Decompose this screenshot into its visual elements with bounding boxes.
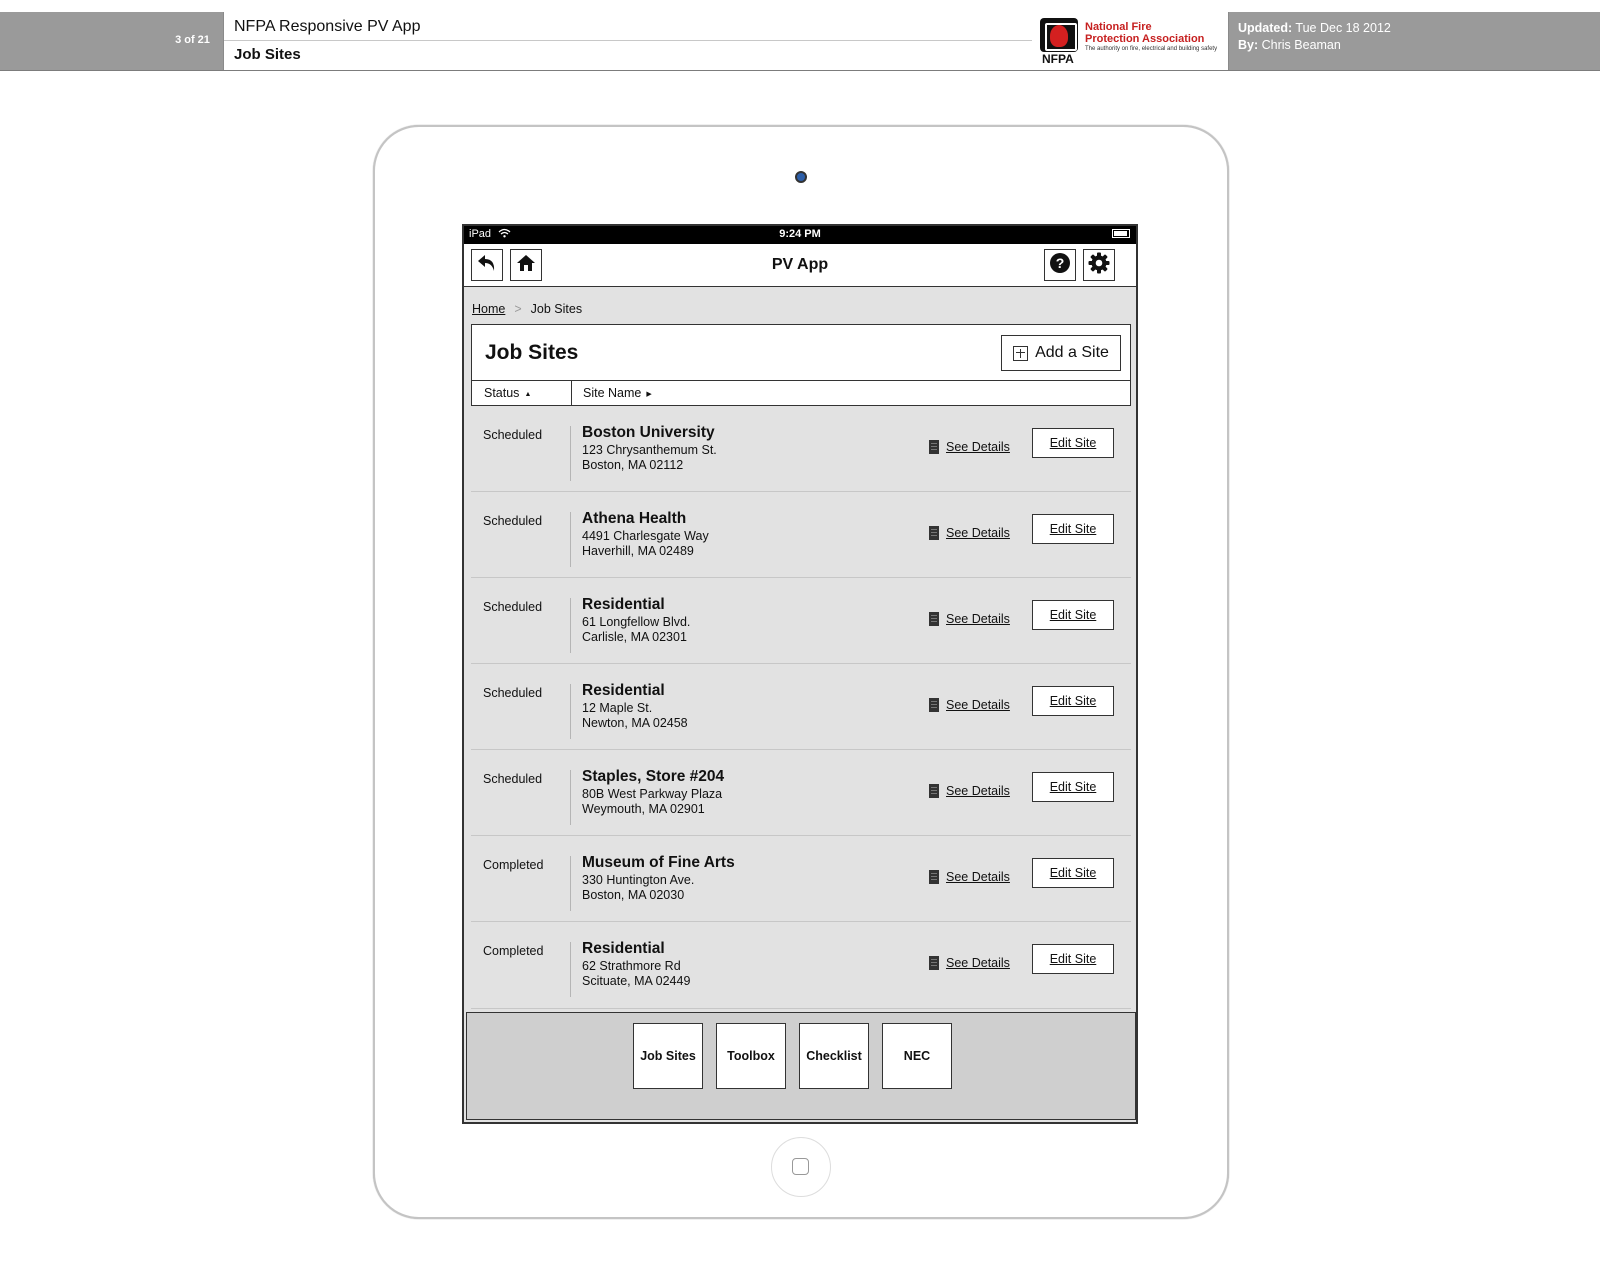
table-row xyxy=(471,922,1131,1009)
table-row xyxy=(471,664,1131,750)
see-details-label: See Details xyxy=(946,612,1010,626)
add-site-label: Add a Site xyxy=(1035,344,1109,361)
app-title: PV App xyxy=(771,256,829,273)
app-nav-bar xyxy=(464,244,1136,287)
document-icon xyxy=(929,784,939,798)
bottom-tab-bar xyxy=(466,1012,1136,1120)
add-site-button[interactable] xyxy=(1001,335,1121,371)
site-address-line1: 12 Maple St. xyxy=(582,701,653,715)
title-divider xyxy=(224,40,1032,41)
site-name: Athena Health xyxy=(582,510,687,527)
tab-toolbox[interactable]: Toolbox xyxy=(716,1023,786,1089)
site-address-line1: 4491 Charlesgate Way xyxy=(582,529,709,543)
site-status: Scheduled xyxy=(483,428,543,442)
site-address-line2: Haverhill, MA 02489 xyxy=(582,544,694,558)
site-address-line2: Boston, MA 02112 xyxy=(582,458,684,472)
see-details-link[interactable] xyxy=(929,698,1010,712)
tab-checklist[interactable]: Checklist xyxy=(799,1023,869,1089)
site-address-line2: Weymouth, MA 02901 xyxy=(582,802,705,816)
document-subtitle: Job Sites xyxy=(234,46,301,63)
breadcrumb xyxy=(472,302,582,316)
table-row xyxy=(471,406,1131,492)
status-column-label: Status xyxy=(484,386,520,400)
site-address-line1: 62 Strathmore Rd xyxy=(582,959,681,973)
site-status: Scheduled xyxy=(483,772,543,786)
row-divider xyxy=(570,856,571,911)
document-title-block xyxy=(223,12,1033,70)
help-button[interactable] xyxy=(1044,249,1076,281)
document-icon xyxy=(929,698,939,712)
edit-site-button[interactable]: Edit Site xyxy=(1032,428,1114,458)
see-details-link[interactable] xyxy=(929,784,1010,798)
document-icon xyxy=(929,526,939,540)
row-divider xyxy=(570,684,571,739)
edit-site-button[interactable]: Edit Site xyxy=(1032,686,1114,716)
table-row xyxy=(471,578,1131,664)
sort-site-name-header[interactable] xyxy=(583,386,652,400)
document-icon xyxy=(929,956,939,970)
see-details-label: See Details xyxy=(946,698,1010,712)
document-title: NFPA Responsive PV App xyxy=(234,18,421,35)
updated-label: Updated: xyxy=(1238,21,1293,35)
sort-status-header[interactable] xyxy=(484,386,531,400)
logo-name-line1: National Fire xyxy=(1085,21,1152,33)
row-divider xyxy=(570,770,571,825)
table-row xyxy=(471,750,1131,836)
site-name: Residential xyxy=(582,682,665,699)
logo-tagline: The authority on fire, electrical and building safety xyxy=(1085,46,1218,52)
svg-text:?: ? xyxy=(1055,254,1065,271)
nfpa-logo xyxy=(1032,12,1229,70)
author-value: Chris Beaman xyxy=(1261,38,1341,52)
table-row xyxy=(471,836,1131,922)
site-address-line1: 61 Longfellow Blvd. xyxy=(582,615,691,629)
battery-icon xyxy=(1112,229,1130,238)
site-status: Scheduled xyxy=(483,514,543,528)
breadcrumb-current: Job Sites xyxy=(530,302,583,316)
help-icon xyxy=(1049,252,1071,279)
edit-site-button[interactable]: Edit Site xyxy=(1032,600,1114,630)
device-label: iPad xyxy=(469,228,492,240)
plus-box-icon xyxy=(1013,346,1028,361)
sort-right-icon: ▶ xyxy=(646,391,652,398)
updated-value: Tue Dec 18 2012 xyxy=(1295,21,1391,35)
see-details-link[interactable] xyxy=(929,440,1010,454)
site-name: Staples, Store #204 xyxy=(582,768,725,785)
document-icon xyxy=(929,612,939,626)
edit-site-button[interactable]: Edit Site xyxy=(1032,514,1114,544)
site-status: Scheduled xyxy=(483,686,543,700)
document-icon xyxy=(929,440,939,454)
see-details-link[interactable] xyxy=(929,956,1010,970)
site-status: Completed xyxy=(483,858,544,872)
site-address-line1: 123 Chrysanthemum St. xyxy=(582,443,717,457)
edit-site-button[interactable]: Edit Site xyxy=(1032,944,1114,974)
see-details-link[interactable] xyxy=(929,612,1010,626)
site-name: Residential xyxy=(582,596,665,613)
gear-icon xyxy=(1088,252,1110,279)
tab-nec[interactable]: NEC xyxy=(882,1023,952,1089)
edit-site-button[interactable]: Edit Site xyxy=(1032,772,1114,802)
camera-icon xyxy=(795,171,807,183)
document-header xyxy=(0,12,1600,71)
see-details-link[interactable] xyxy=(929,870,1010,884)
row-divider xyxy=(570,598,571,653)
document-icon xyxy=(929,870,939,884)
document-meta xyxy=(1238,20,1391,54)
site-address-line2: Newton, MA 02458 xyxy=(582,716,688,730)
status-bar xyxy=(464,226,1136,244)
tab-job-sites[interactable]: Job Sites xyxy=(633,1023,703,1089)
job-site-list xyxy=(471,406,1131,1009)
app-screen xyxy=(462,224,1138,1124)
job-sites-panel xyxy=(471,324,1131,406)
see-details-link[interactable] xyxy=(929,526,1010,540)
row-divider xyxy=(570,942,571,997)
see-details-label: See Details xyxy=(946,526,1010,540)
sort-up-icon: ▲ xyxy=(524,391,532,398)
site-address-line2: Boston, MA 02030 xyxy=(582,888,685,902)
nfpa-flame-icon xyxy=(1040,18,1078,52)
site-status: Scheduled xyxy=(483,600,543,614)
breadcrumb-separator: > xyxy=(514,302,522,316)
row-divider xyxy=(570,512,571,567)
site-name: Boston University xyxy=(582,424,715,441)
site-name-column-label: Site Name xyxy=(583,386,642,400)
breadcrumb-home-link[interactable]: Home xyxy=(472,302,506,316)
table-row xyxy=(471,492,1131,578)
site-address-line1: 80B West Parkway Plaza xyxy=(582,787,723,801)
site-address-line1: 330 Huntington Ave. xyxy=(582,873,695,887)
column-divider xyxy=(571,381,572,406)
page-title: Job Sites xyxy=(485,341,579,364)
settings-button[interactable] xyxy=(1083,249,1115,281)
author-label: By: xyxy=(1238,38,1259,52)
site-status: Completed xyxy=(483,944,544,958)
column-header-row xyxy=(472,380,1130,406)
site-address-line2: Carlisle, MA 02301 xyxy=(582,630,687,644)
site-address-line2: Scituate, MA 02449 xyxy=(582,974,691,988)
row-divider xyxy=(570,426,571,481)
site-name: Museum of Fine Arts xyxy=(582,854,735,871)
see-details-label: See Details xyxy=(946,956,1010,970)
status-time: 9:24 PM xyxy=(779,228,821,240)
see-details-label: See Details xyxy=(946,784,1010,798)
logo-name-line2: Protection Association xyxy=(1085,33,1205,45)
edit-site-button[interactable]: Edit Site xyxy=(1032,858,1114,888)
see-details-label: See Details xyxy=(946,870,1010,884)
page-indicator: 3 of 21 xyxy=(175,34,210,46)
site-name: Residential xyxy=(582,940,665,957)
see-details-label: See Details xyxy=(946,440,1010,454)
logo-wordmark: NFPA xyxy=(1042,52,1074,66)
device-home-button[interactable] xyxy=(771,1137,831,1197)
